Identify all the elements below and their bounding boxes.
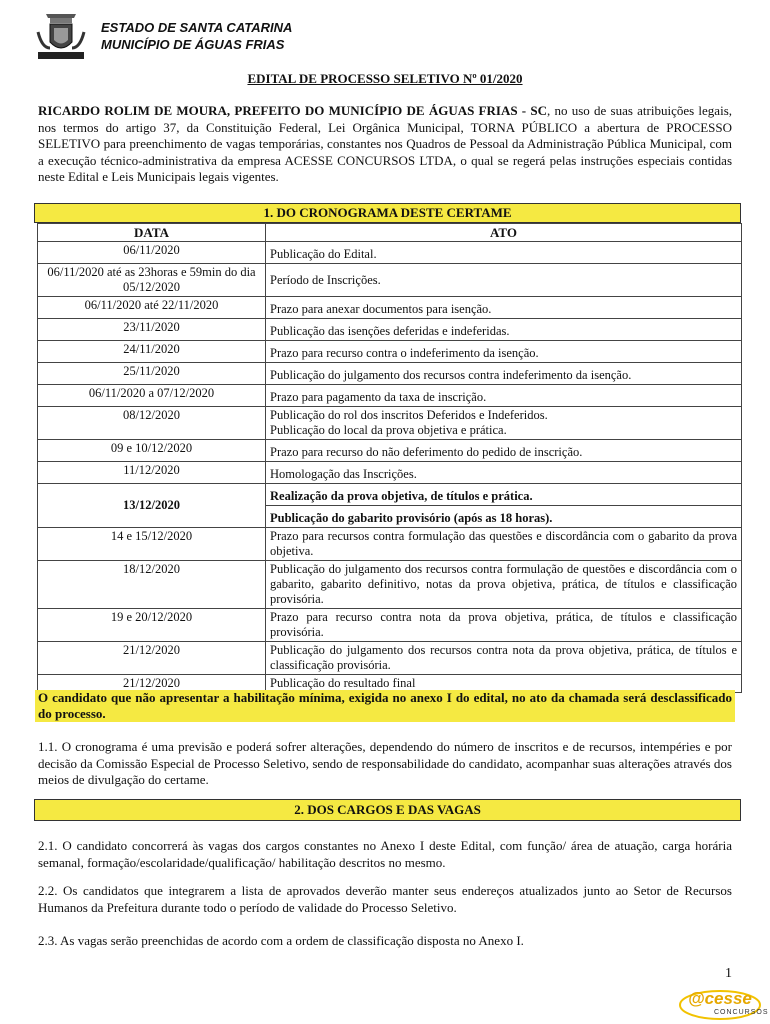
schedule-table (37, 223, 742, 693)
table-row: 06/11/2020 Publicação do Edital. (38, 242, 742, 264)
table-row: 06/11/2020 até as 23horas e 59min do dia 05/12/2020 Período de Inscrições. (38, 264, 742, 297)
section-2-title: 2. DOS CARGOS E DAS VAGAS (34, 799, 741, 821)
paragraph-1-1: 1.1. O cronograma é uma previsão e poderá sofrer alterações, dependendo do número de inscritos e de recursos, intempéries e por decisão da Comissão Especial de Processo Seletivo, sendo de responsabilidade do candidato, acompanhar suas alterações através dos meios de divulgação do certame. (38, 739, 732, 787)
logo-subtitle: CONCURSOS (714, 1009, 769, 1016)
col-header-date: DATA (38, 224, 266, 242)
table-row: 25/11/2020 Publicação do julgamento dos recursos contra indeferimento da isenção. (38, 363, 742, 385)
table-row: 21/12/2020 Publicação do resultado final (38, 675, 742, 693)
intro-text: , no uso de suas atribuições legais, nos termos do artigo 37, da Constituição Federal, Lei Orgânica Municipal, TORNA PÚBLICO a abertura de PROCESSO SELETIVO para preenchimento de vagas temporárias, constantes nos Quadros de Pessoal da Administração Pública Municipal, com a execução técnico-administrativa da empresa ACESSE CONCURSOS LTDA, o qual se regerá pelas instruções especiais contidas neste Edital e Leis Municipais legais vigentes. (38, 103, 733, 184)
section-1-title: 1. DO CRONOGRAMA DESTE CERTAME (34, 203, 741, 223)
disqualification-warning: O candidato que não apresentar a habilitação mínima, exigida no anexo I do edital, no ato da chamada será desclassificado do processo. (35, 690, 735, 722)
table-row: 06/11/2020 a 07/12/2020 Prazo para pagamento da taxa de inscrição. (38, 385, 742, 407)
table-row: 11/12/2020 Homologação das Inscrições. (38, 462, 742, 484)
paragraph-2-1: 2.1. O candidato concorrerá às vagas dos cargos constantes no Anexo I deste Edital, com função/ área de atuação, carga horária semanal, formação/escolaridade/qualificação/ habilitação descritos no mesmo. (38, 838, 732, 870)
paragraph-2-3: 2.3. As vagas serão preenchidas de acordo com a ordem de classificação disposta no Anexo I. (38, 933, 524, 948)
document-title: EDITAL DE PROCESSO SELETIVO Nº 01/2020 (247, 71, 523, 86)
state-name: ESTADO DE SANTA CATARINA (101, 20, 293, 35)
table-row: 19 e 20/12/2020 Prazo para recurso contra nota da prova objetiva, prática, de títulos e classificação provisória. (38, 609, 742, 642)
intro-bold: RICARDO ROLIM DE MOURA, PREFEITO DO MUNICÍPIO DE ÁGUAS FRIAS - SC (38, 103, 547, 118)
intro-paragraph (38, 103, 732, 186)
table-row: 18/12/2020 Publicação do julgamento dos recursos contra formulação de questões e discordância com o gabarito, gabarito definitivo, notas da prova objetiva, prática, de títulos e classificação provisória. (38, 561, 742, 609)
table-row: 06/11/2020 até 22/11/2020 Prazo para anexar documentos para isenção. (38, 297, 742, 319)
table-row: 23/11/2020 Publicação das isenções deferidas e indeferidas. (38, 319, 742, 341)
municipal-coat-of-arms (34, 12, 88, 62)
table-row: 09 e 10/12/2020 Prazo para recurso do não deferimento do pedido de inscrição. (38, 440, 742, 462)
table-row: 08/12/2020 Publicação do rol dos inscritos Deferidos e Indeferidos. Publicação do local da prova objetiva e prática. (38, 407, 742, 440)
table-row: 14 e 15/12/2020 Prazo para recursos contra formulação das questões e discordância com o gabarito da prova objetiva. (38, 528, 742, 561)
logo-brand: @cesse (688, 989, 752, 1008)
municipality-name: MUNICÍPIO DE ÁGUAS FRIAS (101, 37, 285, 52)
acesse-concursos-logo (678, 987, 769, 1021)
paragraph-2-2: 2.2. Os candidatos que integrarem a lista de aprovados deverão manter seus endereços atualizados junto ao Setor de Recursos Humanos da Prefeitura durante todo o período de validade do Processo Seletivo. (38, 883, 732, 915)
table-row: 13/12/2020 Realização da prova objetiva, de títulos e prática. (38, 484, 742, 506)
table-row: Publicação do gabarito provisório (após as 18 horas). (38, 506, 742, 528)
page-number: 1 (725, 966, 732, 981)
table-row: 21/12/2020 Publicação do julgamento dos recursos contra nota da prova objetiva, prática, de títulos e classificação provisória. (38, 642, 742, 675)
col-header-act: ATO (266, 224, 742, 242)
table-row: 24/11/2020 Prazo para recurso contra o indeferimento da isenção. (38, 341, 742, 363)
